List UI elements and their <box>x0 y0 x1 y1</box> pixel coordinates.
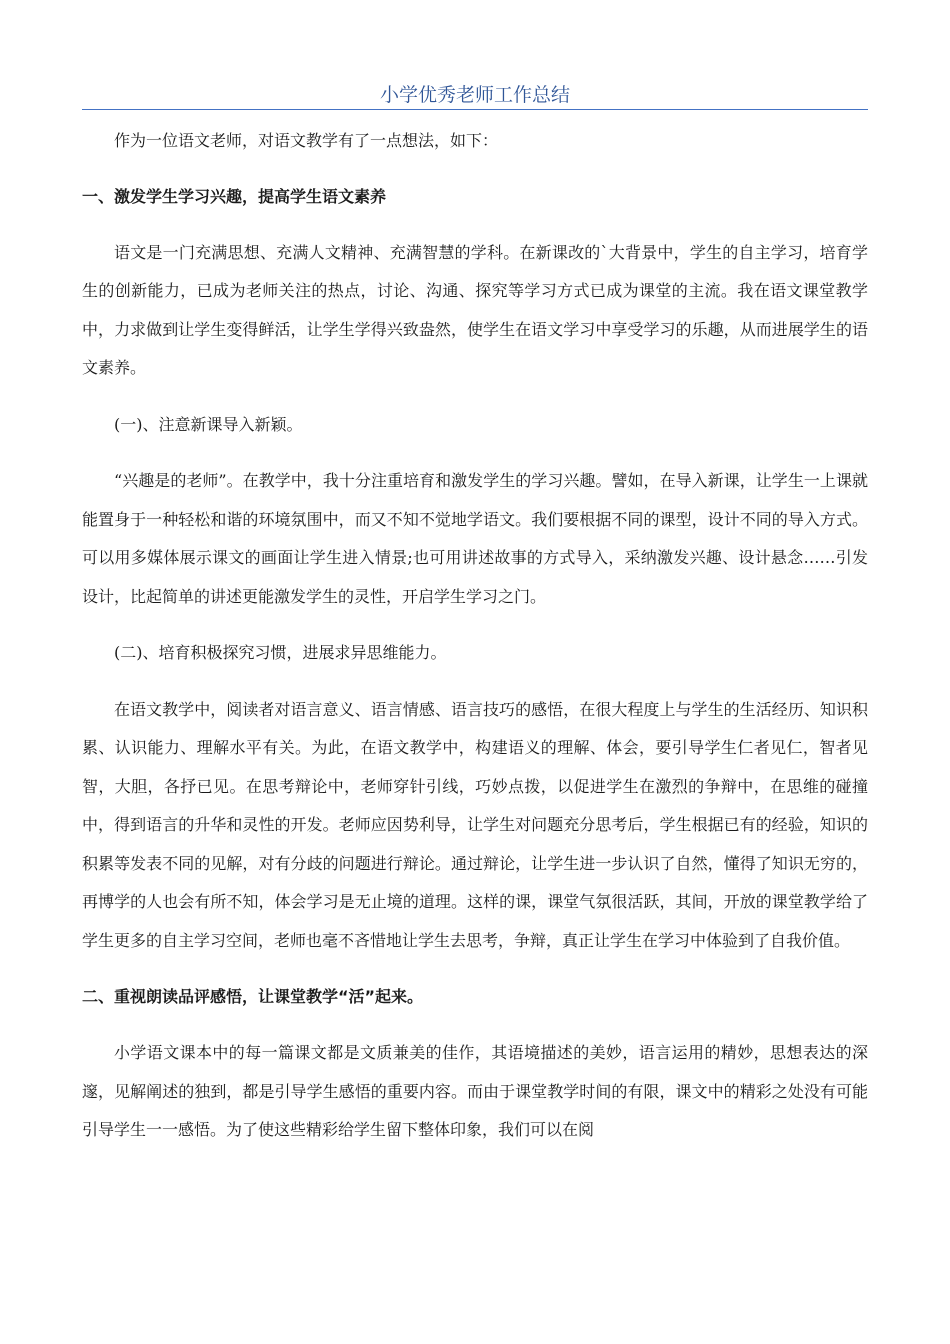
subheading-2: (二)、培育积极探究习惯，进展求异思维能力。 <box>114 643 447 662</box>
document-body <box>82 122 868 1150</box>
section-2-heading: 二、重视朗读品评感悟，让课堂教学“活”起来。 <box>82 987 424 1006</box>
subheading-1: (一)、注意新课导入新颖。 <box>114 414 303 434</box>
section-1-paragraph-3: 在语文教学中，阅读者对语言意义、语言情感、语言技巧的感悟，在很大程度上与学生的生活经历、知识积累、认识能力、理解水平有关。为此，在语文教学中，构建语义的理解、体会，要引导学生仁者见仁，智者见智，大胆，各抒已见。在思考辩论中，老师穿针引线，巧妙点拨，以促进学生在激烈的争辩中，在思维的碰撞中，得到语言的升华和灵性的开发。老师应因势利导，让学生对问题充分思考后，学生根据已有的经验，知识的积累等发表不同的见解，对有分歧的问题进行辩论。通过辩论，让学生进一步认识了自然，懂得了知识无穷的，再博学的人也会有所不知，体会学习是无止境的道理。这样的课，课堂气氛很活跃，其间，开放的课堂教学给了学生更多的自主学习空间，老师也毫不吝惜地让学生去思考，争辩，真正让学生在学习中体验到了自我价值。 <box>82 699 868 950</box>
document-title: 小学优秀老师工作总结 <box>379 84 570 106</box>
section-1-heading: 一、激发学生学习兴趣，提高学生语文素养 <box>82 186 387 206</box>
intro-paragraph: 作为一位语文老师，对语文教学有了一点想法，如下： <box>114 131 499 150</box>
header-divider <box>82 109 868 110</box>
section-2-paragraph-1: 小学语文课本中的每一篇课文都是文质兼美的佳作，其语境描述的美妙，语言运用的精妙，思想表达的深邃，见解阐述的独到，都是引导学生感悟的重要内容。而由于课堂教学时间的有限，课文中的精彩之处没有可能引导学生一一感悟。为了使这些精彩给学生留下整体印象，我们可以在阅 <box>82 1043 868 1139</box>
section-1-paragraph-1: 语文是一门充满思想、充满人文精神、充满智慧的学科。在新课改的`大背景中，学生的自主学习，培育学生的创新能力，已成为老师关注的热点，讨论、沟通、探究等学习方式已成为课堂的主流。我在语文课堂教学中，力求做到让学生变得鲜活，让学生学得兴致盎然，使学生在语文学习中享受学习的乐趣，从而进展学生的语文素养。 <box>82 242 868 377</box>
section-1-paragraph-2: “兴趣是的老师”。在教学中，我十分注重培育和激发学生的学习兴趣。譬如，在导入新课，让学生一上课就能置身于一种轻松和谐的环境氛围中，而又不知不觉地学语文。我们要根据不同的课型，设计不同的导入方式。可以用多媒体展示课文的画面让学生进入情景;也可用讲述故事的方式导入，采纳激发兴趣、设计悬念……引发设计，比起简单的讲述更能激发学生的灵性，开启学生学习之门。 <box>82 471 868 606</box>
